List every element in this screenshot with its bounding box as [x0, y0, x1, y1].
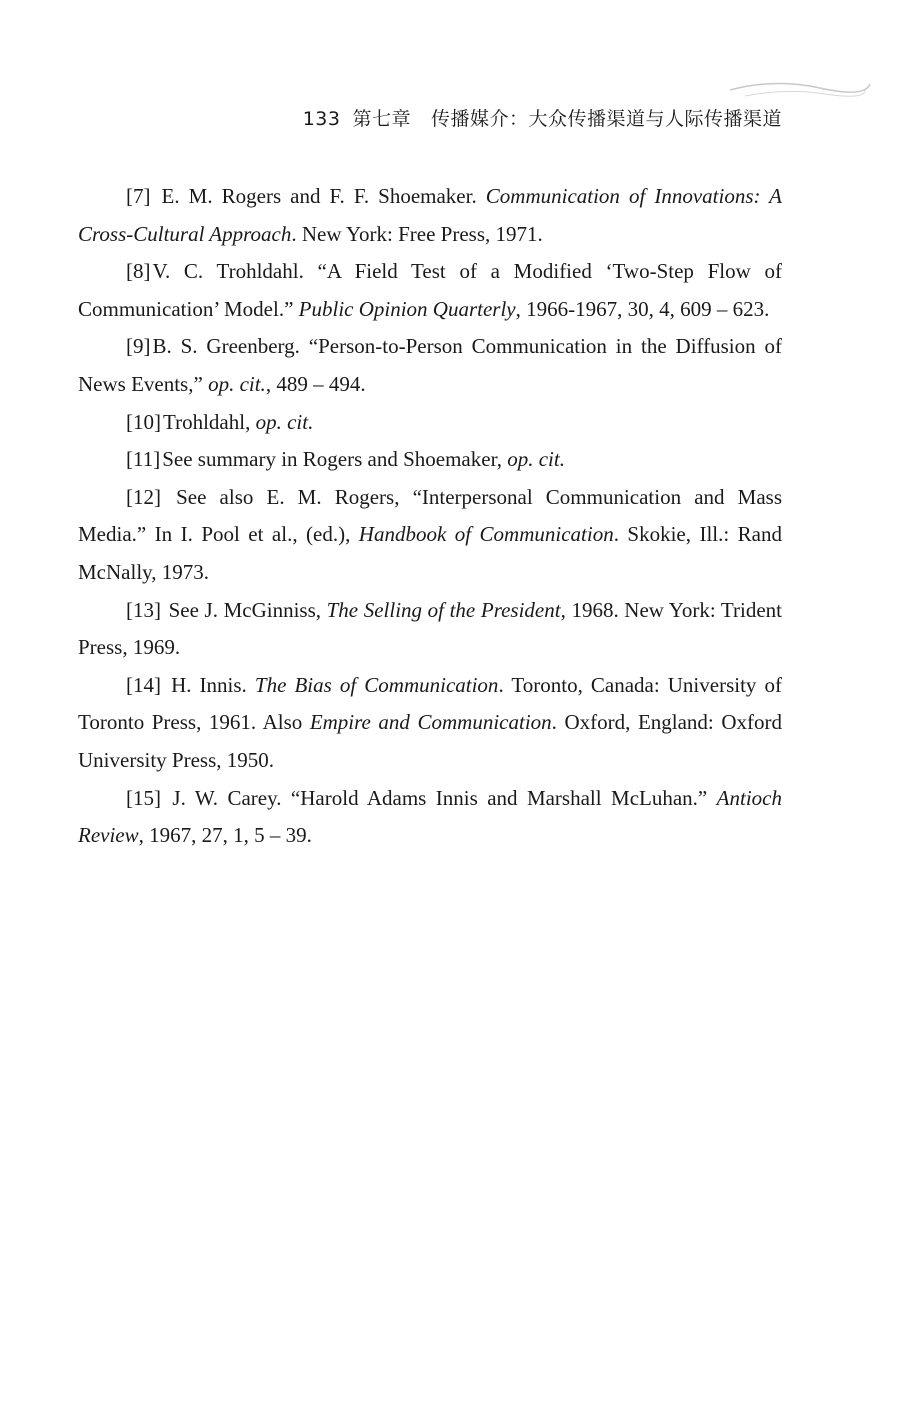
- page-number: 133: [302, 108, 341, 130]
- reference-entry: [78, 253, 782, 328]
- reference-entry: [78, 592, 782, 667]
- reference-entry: [78, 667, 782, 780]
- ref-text: , 1967, 27, 1, 5 – 39.: [138, 823, 312, 848]
- ref-marker: [13]: [126, 597, 161, 622]
- ref-title: The Bias of Communication: [254, 672, 499, 697]
- ref-text: See summary in Rogers and Shoemaker,: [162, 447, 508, 472]
- ref-text: B. S. Greenberg. “Person-to-Person Communication in the Diffusion of News Events,”: [78, 334, 782, 396]
- ref-title: op. cit.: [507, 447, 565, 472]
- ref-marker: [12]: [126, 484, 161, 509]
- reference-entry: [78, 328, 782, 403]
- ref-text: , 1966-1967, 30, 4, 609 – 623.: [515, 296, 770, 321]
- reference-list: [78, 178, 782, 855]
- ref-text: . Oxford, England: Oxford University Press, 1950.: [78, 710, 782, 772]
- ref-title: The Selling of the President: [326, 597, 561, 622]
- ref-marker: [10]: [126, 409, 161, 434]
- ref-text: . Skokie, Ill.: Rand McNally, 1973.: [78, 522, 782, 584]
- page-header: [0, 104, 782, 131]
- reference-entry: [78, 404, 782, 442]
- ref-title: Empire and Communication: [309, 710, 552, 735]
- ref-text: J. W. Carey. “Harold Adams Innis and Marshall McLuhan.”: [163, 785, 717, 810]
- ref-text: E. M. Rogers and F. F. Shoemaker.: [152, 184, 486, 208]
- ref-text: . Toronto, Canada: University of Toronto Press, 1961. Also: [78, 672, 782, 735]
- reference-entry: [78, 780, 782, 855]
- ref-title: Communication of Innovations: A Cross-Cultural Approach: [78, 184, 783, 246]
- ref-title: Public Opinion Quarterly: [298, 296, 516, 321]
- ref-marker: [7]: [126, 184, 151, 208]
- ref-marker: [14]: [126, 672, 161, 697]
- ref-text: V. C. Trohldahl. “A Field Test of a Modified ‘Two-Step Flow of Communication’ Model.”: [78, 259, 782, 321]
- ref-text: Trohldahl,: [163, 409, 256, 434]
- ref-title: Antioch Review: [78, 785, 782, 848]
- ref-text: See also E. M. Rogers, “Interpersonal Communication and Mass Media.” In I. Pool et al., (ed.),: [78, 484, 782, 547]
- reference-entry: [78, 441, 782, 479]
- ref-text: , 489 – 494.: [265, 371, 366, 396]
- ref-title: op. cit.: [208, 371, 266, 396]
- chapter-label: 第七章: [352, 108, 411, 130]
- ref-marker: [9]: [126, 334, 151, 359]
- chapter-title: 传播媒介：大众传播渠道与人际传播渠道: [430, 108, 782, 130]
- ref-title: op. cit.: [255, 409, 314, 434]
- ref-marker: [15]: [126, 785, 161, 810]
- ref-title: Handbook of Communication: [358, 522, 614, 547]
- reference-entry: [78, 479, 782, 592]
- ref-marker: [11]: [126, 447, 161, 472]
- reference-entry: [78, 178, 782, 253]
- ref-text: , 1968. New York: Trident Press, 1969.: [78, 597, 782, 660]
- ref-text: See J. McGinniss,: [163, 597, 327, 622]
- ref-text: . New York: Free Press, 1971.: [291, 221, 543, 246]
- ref-marker: [8]: [126, 259, 151, 284]
- ref-text: H. Innis.: [163, 672, 255, 697]
